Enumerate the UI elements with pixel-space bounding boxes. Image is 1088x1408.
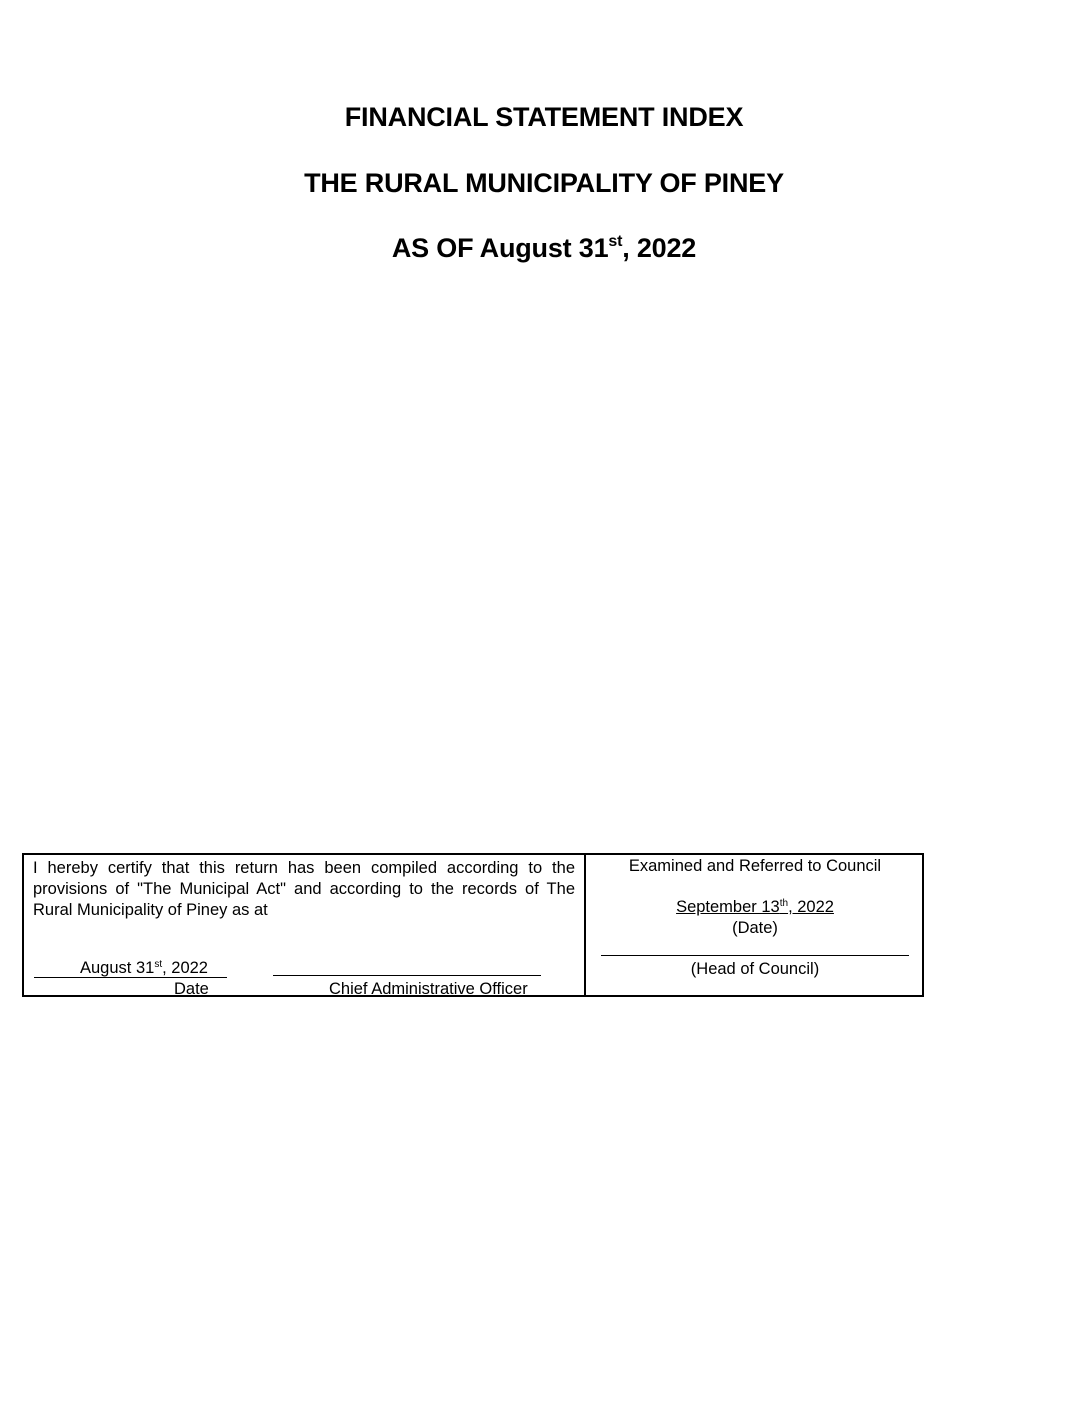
council-date-ordinal: th [779, 898, 789, 909]
officer-label: Chief Administrative Officer [329, 980, 528, 998]
as-of-date [0, 233, 1088, 264]
council-date-prefix: September 13 [676, 898, 780, 916]
document-title: FINANCIAL STATEMENT INDEX [344, 102, 744, 132]
certification-date-prefix: August 31 [80, 959, 155, 977]
certification-date-ordinal: st [154, 959, 163, 970]
certification-statement: I hereby certify that this return has been compiled according to the provisions of "The Municipal Act" and according to the records of The Rural Municipality of Piney as at [33, 859, 575, 919]
as-of-date-year: , 2022 [622, 233, 697, 263]
council-date-label: (Date) [732, 919, 778, 937]
certification-date-value [80, 958, 208, 978]
council-heading: Examined and Referred to Council [628, 857, 882, 875]
certification-date-label: Date [174, 980, 209, 998]
officer-signature-line [273, 975, 541, 976]
council-date-value [586, 897, 924, 917]
as-of-date-ordinal: st [608, 233, 623, 250]
council-signature-line [601, 955, 909, 956]
as-of-date-prefix: AS OF August 31 [391, 233, 609, 263]
municipality-name: THE RURAL MUNICIPALITY OF PINEY [304, 168, 784, 198]
council-head-label: (Head of Council) [690, 960, 820, 978]
council-date-year: , 2022 [788, 898, 834, 916]
certification-date-year: , 2022 [162, 959, 208, 977]
certification-box [22, 853, 924, 997]
